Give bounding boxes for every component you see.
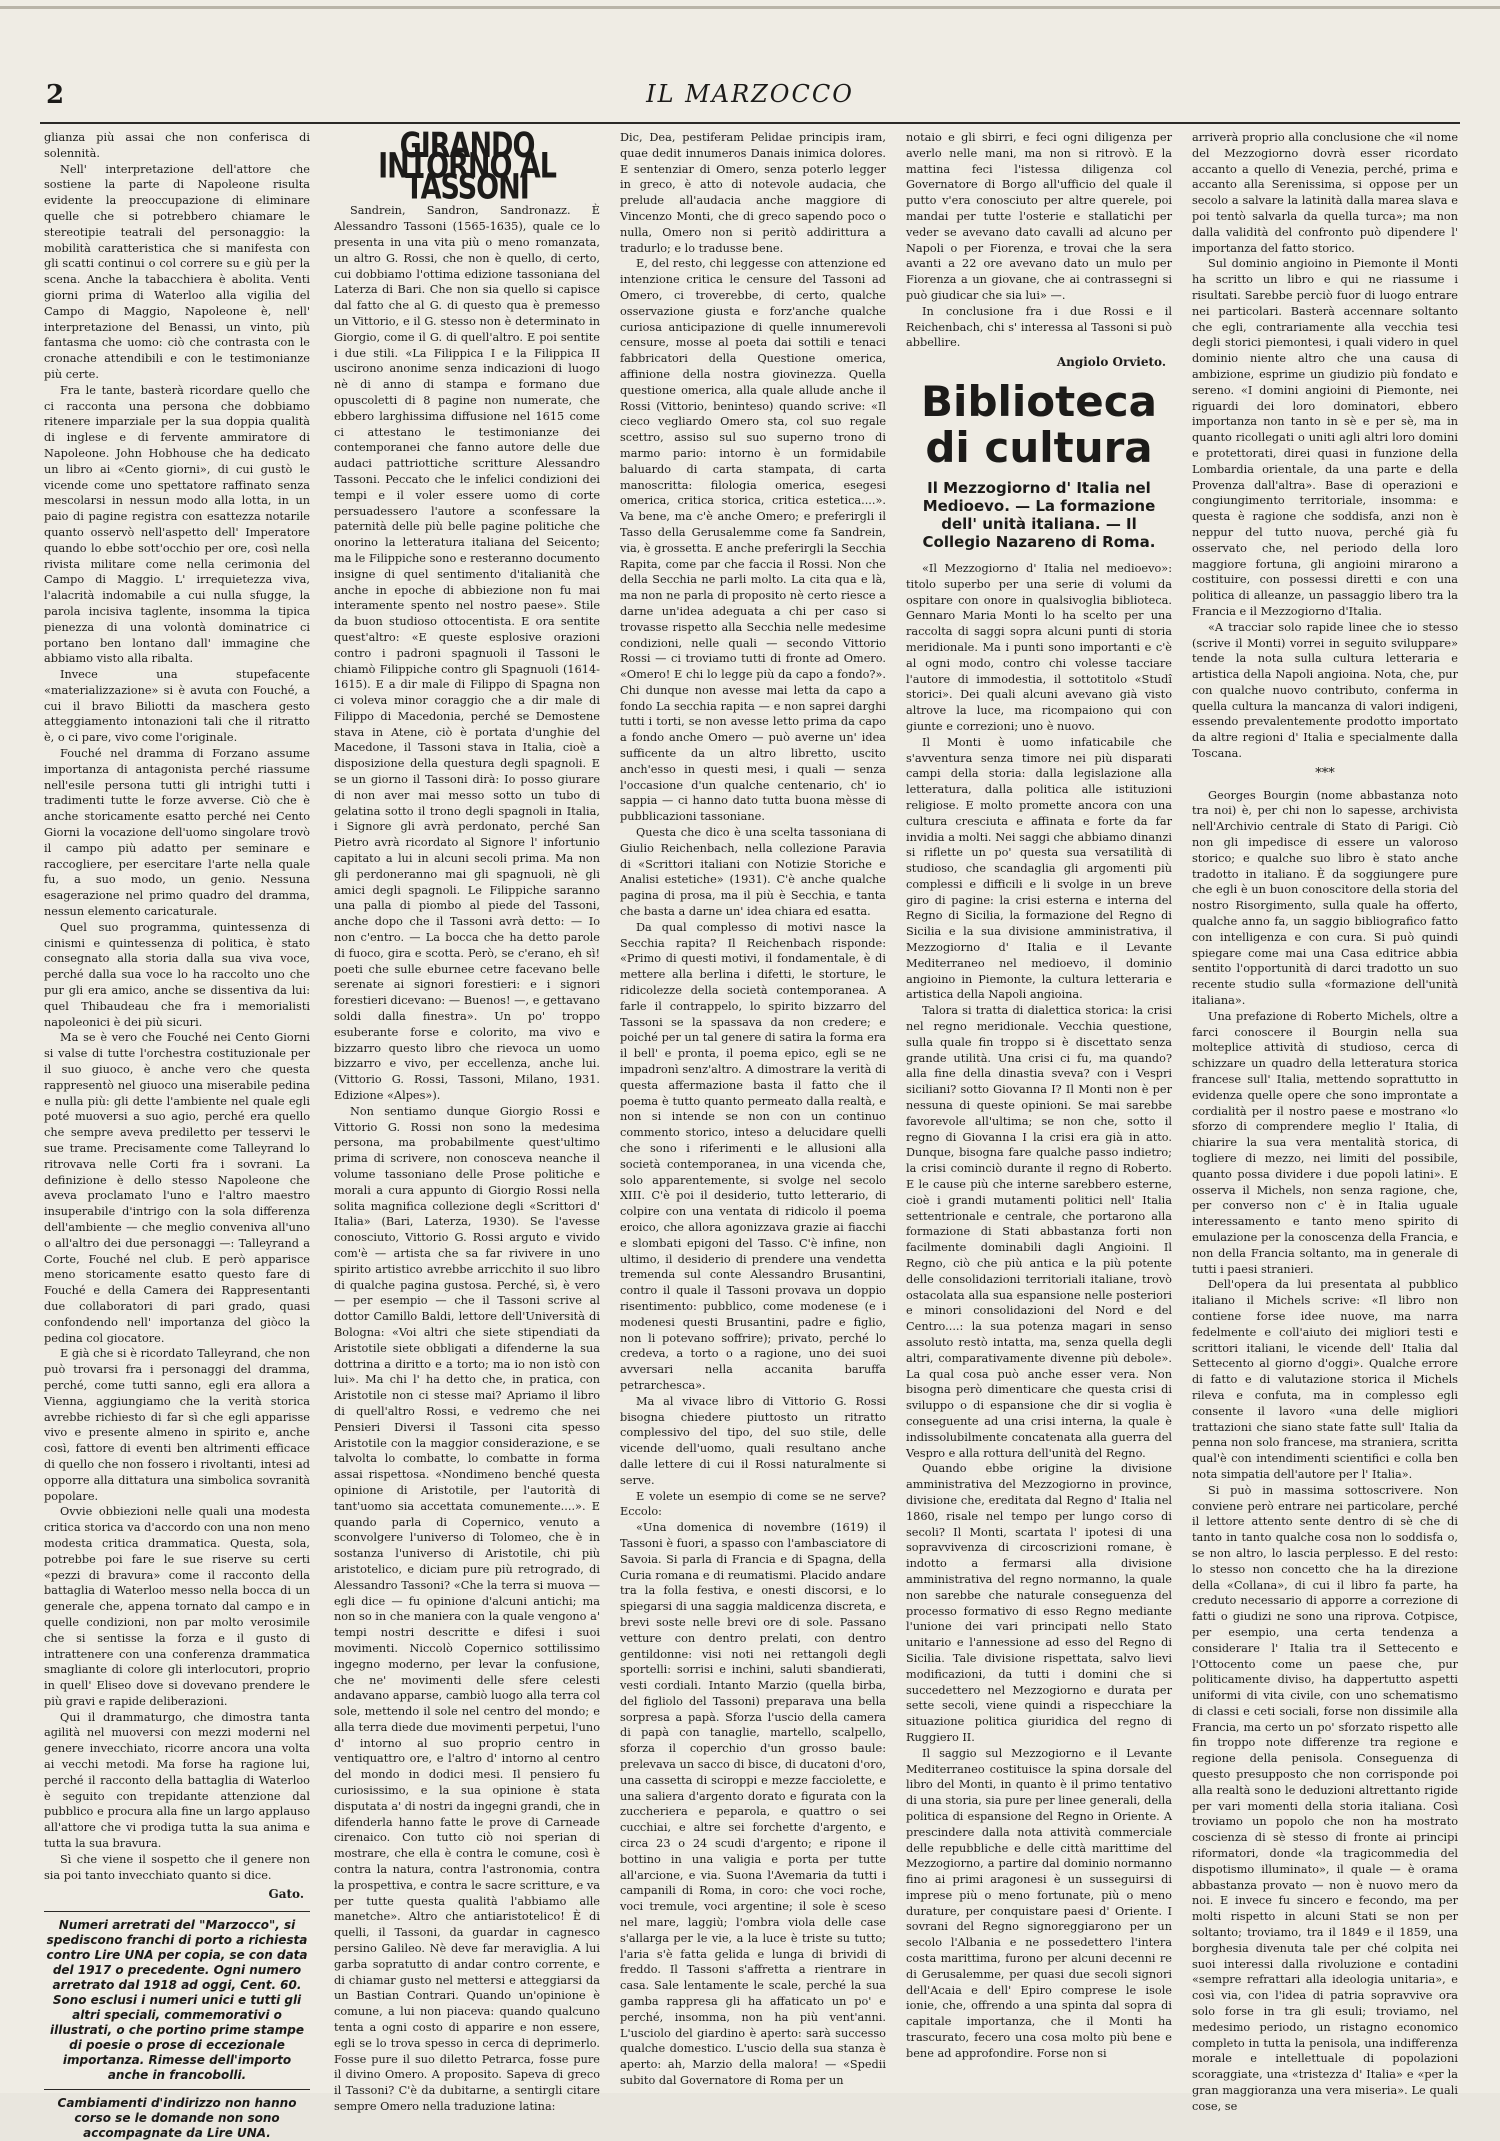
column-2 (334, 125, 600, 2114)
article-paragraph: Sandrein, Sandron, Sandronazz. È Alessandro Tassoni (1565-1635), quale ce lo presenta in una vita più o meno romanzata, un altro G. Rossi, che non è quello, di certo, cui dobbiamo l'ottima edizione tassoniana del Laterza di Bari. Che non sia quello si capisce dal fatto che al G. di questo qua è premesso un Vittorio, e il G. stesso non è determinato in Giorgio, come il G. di quell'altro. E poi sentite i due stili. «La Filippica I e la Filippica II uscirono anonime senza indicazioni di luogo nè di anno di stampa e formano due opuscoletti di 8 pagine non numerate, che ebbero larghissima diffusione nel 1615 come ci attestano le testimonianze dei contemporanei che fanno autore delle due audaci pattriottiche scritture Alessandro Tassoni. Peccato che le infelici condizioni dei tempi e il voler essere uomo di corte persuadessero l'autore a sconfessare la paternità delle più belle pagine politiche che onorino la letteratura italiana del Seicento; ma le Filippiche sono e resteranno documento insigne di quel sentimento d'italianità che anche in epoche di abbiezione non fu mai interamente spento nel nostro paese». Stile da buon studioso ottocentista. E ora sentite quest'altro: «E queste esplosive orazioni contro i padroni spagnuoli il Tassoni le chiamò Filippiche contro gli Spagnuoli (1614-1615). E a dir male di Filippo di Spagna non ci voleva minor coraggio che a dir male di Filippo di Macedonia, perché se Demostene stava in Atene, ciò è portata d'unghie del Macedone, il Tassoni stava in Italia, cioè a disposizione della questura degli spagnoli. E se un giorno il Tassoni dirà: Io posso giurare di non aver mai messo sotto un tubo di gelatina sotto il trono degli spagnoli in Italia, i Signore gli avrà perdonato, perché San Pietro avrà ricordato al Signore l' infortunio capitato a lui in alcuni secoli prima. Ma non gli perdoneranno mai gli spagnuoli, nè gli amici degli spagnoli. Le Filippiche saranno una palla di piombo al piede del Tassoni, anche dopo che il Tassoni avrà detto: — Io non c'entro. — La bocca che ha detto parole di fuoco, gira e scotta. Però, se c'erano, eh sì! poeti che sulle eburnee cetre facevano belle serenate ai signori forestieri: e i signori forestieri dicevano: — Buenos! —, e gettavano soldi dalla finestra». Un po' troppo esuberante forse e colorito, ma vivo e bizzarro questo libro che rievoca un uomo bizzarro e vivo, per eccellenza, anche lui. (Vittorio G. Rossi, Tassoni, Milano, 1931. Edizione «Alpes»). (334, 204, 600, 1103)
article-paragraph: Il Monti è uomo infaticabile che s'avventura senza timore nei più disparati campi della storia: dalla legislazione alla letteratura, dalla politica alle istituzioni religiose. E molto promette ancora con una cultura cresciuta e affinata e forte da far invidia a molti. Nei saggi che abbiamo dinanzi si riflette un po' questa sua versatilità di studioso, che scandaglia gli argomenti più complessi e difficili e li svolge in un breve giro di pagine: la crisi esterna e interna del Regno di Sicilia, la formazione del Regno di Sicilia e la sua divisione amministrativa, il Mezzogiorno d' Italia e il Levante Mediterraneo nel medioevo, il dominio angioino in Piemonte, la cultura letteraria e artistica della Napoli angioina. (906, 735, 1172, 1002)
section-ornament: *** (1315, 765, 1335, 781)
article-paragraph: Si può in massima sottoscrivere. Non conviene però entrare nei particolare, perché il lettore attento sente dentro di sè che di tanto in tanto qualche cosa non lo soddisfa o, se non altro, lo lascia perplesso. E del resto: lo stesso non concetto che ha la direzione della «Collana», di cui il libro fa parte, ha creduto necessario di apporre a correzione di fatti o giudizi ne sono una riprova. Cotpisce, per esempio, una certa tendenza a considerare l' Italia tra il Settecento e l'Ottocento come un paese che, pur politicamente diviso, ha dappertutto aspetti uniformi di vita civile, con uno schematismo di classi e ceti sociali, forse non dissimile alla Francia, ma certo un po' sforzato rispetto alle fin troppo note differenze tra regione e regione della penisola. Conseguenza di questo presupposto che non corrisponde poi alla realtà sono le deduzioni altrettanto rigide per vari momenti della storia italiana. Così troviamo un popolo che non ha mostrato coscienza di sè stesso di fronte ai principi riformatori, donde «la tragicommedia del dispotismo illuminato», il quale — è orama abbastanza provato — non è nuovo mero da noi. E invece fu sincero e fecondo, ma per molti rispetto in alcuni Stati se non per soltanto; troviamo, tra il 1849 e il 1859, una borghesia divenuta tale per ché colpita nei suoi interessi dalla rivoluzione e contadini «sempre refrattari alla ideologia unitaria», e così via, con l'idea di patria sopravvive ora solo forse in tra gli esuli; troviamo, nel medesimo periodo, un ristagno economico completo in tutta la penisola, una indifferenza morale e intellettuale di popolazioni scoraggiate, una «tristezza d' Italia» e «per la gran maggioranza una vera miseria». Le quali cose, se (1192, 1483, 1458, 2113)
article-paragraph: Ovvie obbiezioni nelle quali una modesta critica storica va d'accordo con una non meno modesta critica drammatica. Questa, sola, potrebbe poi fare le sue riserve su certi «pezzi di bravura» come il racconto della battaglia di Waterloo messo nella bocca di un generale che, appena tornato dal campo e in quelle condizioni, non par molto verosimile che si sentisse la forza e il gusto di intrattenere con una conferenza drammatica smagliante di colore gli interlocutori, proprio in quell' Eliseo dove si dovevano prendere le più gravi e rapide deliberazioni. (44, 1505, 310, 1708)
article-paragraph: Fra le tante, basterà ricordare quello che ci racconta una persona che dobbiamo ritenere imparziale per la sua doppia qualità di inglese e di fervente ammiratore di Napoleone. John Hobhouse che ha dedicato un libro ai «Cento giorni», di cui gustò le vicende come uno spettatore raffinato senza mescolarsi in nessun modo alla lotta, in un paio di pagine registra con esattezza notarile quanto osservò nell'aspetto dell' Imperatore quando lo ebbe sott'occhio per ore, così nella rivista militare come nella cerimonia del Campo di Maggio. L' irrequietezza viva, l'alacrità indomabile a cui nulla sfugge, la parola incisiva taglente, insomma la tipica pienezza di una volontà dominatrice ci portano ben lontano dall' immagine che abbiamo visto alla ribalta. (44, 383, 310, 666)
article-paragraph: E volete un esempio di come se ne serve? Eccolo: (620, 1489, 886, 1519)
page-number: 2 (46, 80, 65, 110)
article-paragraph: Fouché nel dramma di Forzano assume importanza di antagonista perché riassume nell'esile persona tutti gli intrighi tutti i tradimenti tutte le forze avverse. Ciò che è anche storicamente esatto perché nei Cento Giorni la vocazione dell'uomo singolare trovò il campo più adatto per seminare e raccogliere, per esercitare l'arte nella quale fu, a suo modo, un genio. Nessuna esagerazione nel primo quadro del dramma, nessun elemento caricaturale. (44, 747, 310, 919)
address-change-notice: Cambiamenti d'indirizzo non hanno corso se le domande non sono accompagnate da Lire UNA. (57, 2096, 297, 2141)
article-paragraph: Da qual complesso di motivi nasce la Secchia rapita? Il Reichenbach risponde: «Primo di questi motivi, il fondamentale, è di mettere alla berlina i difetti, le storture, le ridicolezze della società contemporanea. A farle il contrappelo, lo spirito bizzarro del Tassoni se la spassava da non credere; e poiché per un tal genere di satira la forma era il bell' e pronta, il poema epico, egli se ne impadronì senz'altro. A dimostrare la verità di questa affermazione basta il fatto che il poema è tutto quanto permeato dalla realtà, e non si intende se non con un continuo commento storico, inteso a delucidare quelli che sono i riferimenti e le allusioni alla società contemporanea, in una vicenda che, solo apparentemente, si svolge nel secolo XIII. C'è poi il desiderio, tutto letterario, di colpire con una ventata di ridicolo il poema eroico, che allora agonizzava grazie ai fiacchi e slombati epigoni del Tasso. C'è infine, non ultimo, il desiderio di prendere una vendetta tremenda sul conte Alessandro Brusantini, contro il quale il Tassoni provava un doppio risentimento: pubblico, come modenese (e i modenesi questi Brusantini, padre e figlio, non li potevano soffrire); privato, perché lo credeva, a torto o a ragione, uno dei suoi avversari nella accanita baruffa petrarchesca». (620, 920, 886, 1392)
article-paragraph: glianza più assai che non conferisca di solennità. (44, 131, 310, 160)
article-paragraph: Georges Bourgin (nome abbastanza noto tra noi) è, per chi non lo sapesse, archivista nell'Archivio centrale di Stato di Parigi. Ciò non gli impedisce di essere un valoroso storico; e qualche suo libro è stato anche tradotto in italiano. È da soggiungere pure che egli è un buon conoscitore della storia del nostro Risorgimento, sulla quale ha offerto, qualche anno fa, un saggio bibliografico fatto con intelligenza e con cura. Si può quindi spiegare come mai una Casa editrice abbia sentito l'opportunità di darci tradotto un suo recente studio sulla «formazione dell'unità italiana». (1192, 788, 1458, 1008)
divider (44, 1911, 310, 1912)
article-paragraph: Nell' interpretazione dell'attore che sostiene la parte di Napoleone risulta evidente la preoccupazione di eliminare quelle che si potrebbero chiamare le stereotipie teatrali del personaggio: la mobilità caratteristica che si manifesta con gli scatti continui o col correre su e giù per la scena. Anche la tabacchiera è abolita. Venti giorni prima di Waterloo alla vigilia del Campo di Maggio, Napoleone è, nell' interpretazione del Benassi, un vinto, più fantasma che uomo: ciò che contrasta con le cronache attendibili e con le testimonianze più certe. (44, 162, 310, 381)
article-paragraph: Non sentiamo dunque Giorgio Rossi e Vittorio G. Rossi non sono la medesima persona, ma probabilmente quest'ultimo prima di scrivere, non conosceva neanche il volume tassoniano delle Prose politiche e morali a cura appunto di Giorgio Rossi nella solita magnifica collezione degli «Scrittori d' Italia» (Bari, Laterza, 1930). Se l'avesse conosciuto, Vittorio G. Rossi arguto e vivido com'è — artista che sa far rivivere in uno spirito artistico avrebbe arricchito il suo libro di qualche pagina gustosa. Perché, sì, è vero — per esempio — che il Tassoni scrive al dottor Camillo Baldi, lettore dell'Università di Bologna: «Voi altri che siete stipendiati da Aristotile siete obbligati a difenderne la sua dottrina a diritto e a torto; ma io non istò con lui». Ma chi l' ha detto che, in pratica, con Aristotile non ci stesse mai? Apriamo il libro di quell'altro Rossi, e vedremo che nei Pensieri Diversi il Tassoni cita spesso Aristotile con la maggior considerazione, e se talvolta lo combatte, lo combatte in forma assai rispettosa. «Nondimeno benché questa opinione di Aristotile, per l'autorità di tant'uomo sia accettata comunemente....». E quando parla di Copernico, venuto a sconvolgere l'universo di Tolomeo, che è in sostanza l'universo di Aristotile, chi più aristotelico, e diciam pure più retrogrado, di Alessandro Tassoni? «Che la terra si muova — egli dice — fu opinione d'alcuni antichi; ma non so in che maniera con la quale vengono a' tempi nostri descritte e difesi i suoi movimenti. Niccolò Copernico sottilissimo ingegno moderno, per levar la confusione, che ne' movimenti delle sfere celesti andavano apparse, cambiò luogo alla terra col sole, mettendo il sole nel centro del mondo; e alla terra diede due movimenti perpetui, l'uno d' intorno al suo proprio centro in ventiquattro ore, e l'altro d' intorno al centro del mondo in dodici mesi. Il pensiero fu curiosissimo, e la sua opinione è stata disputata a' di nostri da ingegni grandi, che in difenderla hanno fatte le prove di Carneade cirenaico. Con tutto ciò noi sperian di mostrare, che ella è contra le comune, così è contra la natura, contra l'astronomia, contra la prospettiva, e contra le sacre scritture, e va per tutte questa qualità l'abbiamo alle manetche». Altro che antiaristotelico! È di quelli, il Tassoni, da guardar in cagnesco persino Galileo. Nè deve far meraviglia. A lui garba sopratutto di andar contro corrente, e di chiamar gusto nel mettersi e atteggiarsi da un Bastian Contrari. Quando un'opinione è comune, a lui non piaceva: quando qualcuno tenta a ogni costo di apparire e non essere, egli se lo trova spesso in cerca di deprimerlo. Fosse pure il suo diletto Petrarca, fosse pure il divino Omero. A proposito. Sapeva di greco il Tassoni? C'è da dubitarne, a sentirgli citare sempre Omero nella traduzione latina: (334, 1104, 600, 2114)
article-paragraph: Dell'opera da lui presentata al pubblico italiano il Michels scrive: «Il libro non contiene forse idee nuove, ma narra fedelmente e coll'aiuto dei migliori testi e scrittori italiani, le vicende dell' Italia dal Settecento al giorno d'oggi». Qualche errore di fatto e di valutazione storica il Michels rileva e confuta, ma in complesso egli consente il lavoro «una delle migliori trattazioni che siano state fatte sull' Italia da penna non solo francese, ma straniera, scritta qual'è con intendimenti scientifici e colla ben nota simpatia dell'autore per l' Italia». (1192, 1278, 1458, 1481)
article-paragraph: Questa che dico è una scelta tassoniana di Giulio Reichenbach, nella collezione Paravia di «Scrittori italiani con Notizie Storiche e Analisi estetiche» (1931). C'è anche qualche pagina di prosa, ma il più è Secchia, e tanta che basta a darne un' idea chiara ed esatta. (620, 826, 886, 919)
article-paragraph: arriverà proprio alla conclusione che «il nome del Mezzogiorno dovrà esser ricordato accanto a quello di Venezia, perché, prima e accanto alla Serenissima, si oppose per un secolo a salvare la latinità dalla marea slava e poi tentò salvarla da quella turca»; ma non dalla validità del confronto può dipendere l' importanza del fatto storico. (1192, 131, 1458, 255)
article-paragraph: notaio e gli sbirri, e feci ogni diligenza per averlo nelle mani, ma non si ritrovò. E la mattina feci l'istessa diligenza col Governatore di Borgo all'ufficio del quale il putto v'era conosciuto per altre querele, poi mandai per tutte l'osterie e stallatichi per veder se avevano dato cavalli ad alcuno per Napoli o per Fiorenza, e trovai che la sera avanti a 22 ore avevano dato un mulo per Fiorenza a un giovane, che ai contrassegni si può giudicar che sia lui» —. (906, 131, 1172, 302)
article-paragraph: Ma se è vero che Fouché nei Cento Giorni si valse di tutte l'orchestra costituzionale per il suo giuoco, è anche vero che questa rappresentò nel giuoco una miserabile pedina e nulla più: gli dette l'ambiente nel quale egli poté muoversi a suo agio, perché era quello che sempre aveva prediletto per tesservi le sue trame. Precisamente come Talleyrand lo ritrovava nelle Corti fra i sovrani. La definizione è dello stesso Napoleone che aveva proclamato l'uno e l'altro maestro insuperabile d'intrigo con la sola differenza dell'ambiente — che meglio conveniva all'uno o all'altro dei due personaggi —: Talleyrand a Corte, Fouché nel club. E però apparisce meno storicamente esatto questo fare di Fouché e della Camera dei Rappresentanti due collaboratori di pari grado, quasi confondendo nell' importanza del giòco la pedina col giocatore. (44, 1031, 310, 1345)
article-signature: Angiolo Orvieto. (1056, 355, 1166, 370)
article-headline: GIRANDO INTORNO AL TASSONI (378, 125, 556, 207)
article-paragraph: E già che si è ricordato Talleyrand, che non può trovarsi fra i personaggi del dramma, perché, come tutti sanno, egli era allora a Vienna, aggiungiamo che la verità storica avrebbe richiesto di far sì che egli apparisse vivo e presente almeno in spirito e, anche così, fattore di eventi ben altrimenti efficace di quello che non fossero i rivoltanti, intesi ad opporre alla dittatura una simbolica sovranità popolare. (44, 1347, 310, 1503)
article-paragraph: Dic, Dea, pestiferam Pelidae principis iram, quae dedit innumeros Danais inimica dolores. E sentenziar di Omero, senza poterlo legger in greco, è atto di notevole audacia, che prelude all'audacia anche maggiore di Vincenzo Monti, che di greco sapendo poco o nulla, Omero non si peritò addirittura a tradurlo; e lo tradusse bene. (620, 131, 886, 255)
masthead-title: IL MARZOCCO (646, 80, 854, 108)
article-paragraph: Quando ebbe origine la divisione amministrativa del Mezzogiorno in province, divisione che, ereditata dal Regno d' Italia nel 1860, risale nel tempo per lungo corso di secoli? Il Monti, scartata l' ipotesi di una sopravvivenza di circoscrizioni romane, è indotto a fermarsi alla divisione amministrativa del regno normanno, la quale non sarebbe che naturale conseguenza del processo formativo di esso Regno mediante l'unione dei vari principati nello Stato unitario e l'annessione ad esso del Regno di Sicilia. Tale divisione rispettata, salvo lievi modificazioni, da tutti i domini che si succedettero nel Mezzogiorno e durata per sette secoli, viene quindi a rispecchiare la situazione politica giuridica del regno di Ruggiero II. (906, 1462, 1172, 1744)
article-paragraph: «A tracciar solo rapide linee che io stesso (scrive il Monti) vorrei in seguito sviluppare» tende la nota sulla cultura letteraria e artistica della Napoli angioina. Nota, che, pur con qualche nuovo contributo, conferma in quella cultura la mancanza di valori indigeni, essendo prevalentemente prodotto importato da altre regioni d' Italia e specialmente dalla Toscana. (1192, 620, 1458, 761)
article-paragraph: Il saggio sul Mezzogiorno e il Levante Mediterraneo costituisce la spina dorsale del libro del Monti, in quanto è il primo tentativo di una storia, sia pure per linee generali, della politica di espansione del Regno in Oriente. A prescindere dalla nota attività commerciale delle repubbliche e delle città marittime del Mezzogiorno, a partire dal dominio normanno fino ai primi aragonesi è un susseguirsi di imprese più o meno fortunate, più o meno durature, per conquistare paesi d' Oriente. I sovrani del Regno signoreggiarono per un secolo l'Albania e ne possedettero l'intera costa marittima, furono per alcuni decenni re di Gerusalemme, per quasi due secoli signori dell'Acaia e dell' Epiro comprese le isole ionie, che, offrendo a una spinta dal sopra di capitale importanza, che il Monti ha trascurato, fecero una cosa molto più bene e bene ad approfondire. Forse non si (906, 1746, 1172, 2060)
column-5 (1192, 130, 1458, 2113)
page-header (40, 78, 1460, 124)
article-paragraph: Talora si tratta di dialettica storica: la crisi nel regno meridionale. Vecchia questione, sulla quale fin troppo si è discettato senza grande utilità. Una crisi ci fu, ma quando? alla fine della dinastia sveva? con i Vespri siciliani? sotto Giovanna I? Il Monti non è per nessuna di queste opinioni. Se mai sarebbe favorevole all'ultima; se non che, sotto il regno di Giovanna I la crisi era già in atto. Dunque, bisogna fare qualche passo indietro; la crisi cominciò durante il regno di Roberto. E le cause più che interne sarebbero esterne, cioè i grandi mutamenti politici nell' Italia settentrionale e centrale, che portarono alla formazione di Stati abbastanza forti non facilmente dominabili dagli Angioini. Il Regno, ciò che più antica e la più potente delle consolidazioni territoriali italiane, trovò ostacolata alla sua espansione nelle posteriori e minori consolidazioni del Nord e del Centro....: la sua potenza magari in senso assoluto restò intatta, ma, senza quella degli altri, comparativamente divenne più debole». La qual cosa può anche esser vera. Non bisogna però dimenticare che questa crisi di sviluppo o di espansione che dir si voglia è conseguente ad una crisi interna, la quale è indissolubilmente concatenata alla guerra del Vespro e alla rottura dell'unità del Regno. (906, 1004, 1172, 1460)
article-signature: Gato. (268, 1887, 304, 1902)
article-paragraph: Sì che viene il sospetto che il genere non sia poi tanto invecchiato quanto si dice. (44, 1852, 310, 1882)
article-paragraph: E, del resto, chi leggesse con attenzione ed intenzione critica le censure del Tassoni ad Omero, ci troverebbe, di certo, qualche osservazione giusta e forz'anche qualche curiosa anticipazione di quelle innumerevoli censure, mosse al poeta dai sottili e tenaci fabbricatori della Questione omerica, affinione della nostra giovinezza. Quella questione omerica, alla quale allude anche il Rossi (Vittorio, beninteso) quando scrive: «Il cieco vegliardo Omero sta, col suo regale scettro, assiso sul suo superno trono di marmo pario: intorno è un formidabile baluardo di carta stampata, di carta manoscritta: filologia omerica, esegesi omerica, critica storica, critica estetica....». Va bene, ma c'è anche Omero; e preferirgli il Tasso della Gerusalemme come fa Sandrein, via, è grossetta. E anche preferirgli la Secchia Rapita, come par che faccia il Rossi. Non che della Secchia ne parli molto. La cita qua e là, ma non ne parla di proposito nè certo riesce a darne un'idea adeguata a chi per caso si trovasse rispetto alla Secchia nelle medesime condizioni, nelle quali — secondo Vittorio Rossi — ci troviamo tutti di fronte ad Omero. «Omero! E chi lo legge più da capo a fondo?». Chi dunque non avesse mai letta da capo a fondo La secchia rapita — e non saprei darghi tutti i torti, se non avesse letto prima da capo a fondo anche Omero — può averne un' idea sufficente da un altro libretto, uscito anch'esso in questi mesi, i quali — senza l'occasione d'un qualche centenario, ch' io sappia — ci hanno dato tutta buona mèsse di pubblicazioni tassoniane. (620, 257, 886, 824)
column-3 (620, 130, 886, 2088)
article-paragraph: In conclusione fra i due Rossi e il Reichenbach, chi s' interessa al Tassoni si può abbellire. (906, 304, 1172, 350)
back-issues-notice: Numeri arretrati del "Marzocco", si spediscono franchi di porto a richiesta contro Lire UNA per copia, se con data del 1917 o precedente. Ogni numero arretrato dal 1918 ad oggi, Cent. 60. Sono esclusi i numeri unici e tutti gli altri speciali, commemorativi o illustrati, o che portino prime stampe di poesie o prose di eccezionale importanza. Rimesse dell'importo anche in francobolli. (46, 1918, 308, 2083)
column-1 (44, 130, 310, 2141)
top-edge-line (0, 6, 1500, 9)
article-paragraph: «Il Mezzogiorno d' Italia nel medioevo»: titolo superbo per una serie di volumi da ospitare con onore in qualsivoglia biblioteca. Gennaro Maria Monti lo ha scelto per una raccolta di saggi sopra alcuni punti di storia meridionale. Ma i punti sono importanti e c'è al ogni modo, contro chi volesse tacciare l'autore di immodestia, il sottotitolo «Studî storici». Dei quali alcuni avevano già visto altrove la luce, ma ricompaiono qui con giunte e correzioni; uno è nuovo. (906, 561, 1172, 733)
article-paragraph: Qui il drammaturgo, che dimostra tanta agilità nel muoversi con mezzi moderni nel genere invecchiato, ricorre ancora una volta ai vecchi metodi. Ma forse ha ragione lui, perché il racconto della battaglia di Waterloo è seguito con trepidante attenzione dal pubblico e procura alla fine un largo applauso all'attore che vi prodiga tutta la sua anima e tutta la sua bravura. (44, 1710, 310, 1851)
section-subtitle: Il Mezzogiorno d' Italia nel Medioevo. — La formazione dell' unità italiana. — Il Collegio Nazareno di Roma. (922, 478, 1156, 551)
article-paragraph: Quel suo programma, quintessenza di cinismi e quintessenza di politica, è stato consegnato alla storia dalla sua viva voce, perché dalla sua voce lo ha raccolto uno che pur gli era amico, anche se dissentiva da lui: quel Thibaudeau che fra i memorialisti napoleonici è dei più sicuri. (44, 920, 310, 1029)
section-title: Biblioteca di cultura (921, 376, 1157, 472)
column-4 (906, 130, 1172, 2075)
article-paragraph: Invece una stupefacente «materializzazione» si è avuta con Fouché, a cui il bravo Biliotti da maschera gesto atteggiamento intonazioni tali che il ritratto è, o ci pare, vivo come l'originale. (44, 668, 310, 745)
article-paragraph: Sul dominio angioino in Piemonte il Monti ha scritto un libro e qui ne riassume i risultati. Sarebbe perciò fuor di luogo entrare nei particolari. Basterà accennare soltanto che egli, contrariamente alla vecchia tesi degli storici piemontesi, i quali videro in quel dominio niente altro che una causa di ambizione, esprime un giudizio più fondato e sereno. «I domini angioini di Piemonte, nei riguardi dei loro dominatori, ebbero importanza non tanto in sè e per sè, ma in quanto ricollegati o uniti agli altri loro domini e protettorati, direi quasi in funzione della Lombardia orientale, da una parte e della Provenza dall'altra». Base di operazioni e congiungimento territoriale, insomma: e questa è ragione che soddisfa, anzi non è neppur del tutto nuova, perché già fu osservato che, nel periodo della loro maggiore fortuna, gli angioini mirarono a costituire, con possessi diretti e con una politica di alleanze, un passaggio libero tra la Francia e il Mezzogiorno d'Italia. (1192, 257, 1458, 618)
article-paragraph: Una prefazione di Roberto Michels, oltre a farci conoscere il Bourgin nella sua molteplice attività di studioso, cerca di schizzare un quadro della letteratura storica francese sull' Italia, mettendo soprattutto in evidenza quelle opere che sono improntate a cordialità per il nostro paese e mostrano «lo sforzo di comprendere meglio l' Italia, di chiarire la sua vera mentalità storica, di togliere di mezzo, nei limiti del possibile, quanto possa dividere i due popoli latini». E osserva il Michels, non senza ragione, che, per converso non c' è in Italia uguale interessamento e tanto meno spirito di emulazione per la conoscenza della Francia, e non della Francia soltanto, ma in generale di tutti i paesi stranieri. (1192, 1009, 1458, 1276)
article-paragraph: Ma al vivace libro di Vittorio G. Rossi bisogna chiedere piuttosto un ritratto complessivo del tipo, del suo stile, delle vicende dell'uomo, quali resultano anche dalle lettere di cui il Rossi naturalmente si serve. (620, 1394, 886, 1487)
article-paragraph: «Una domenica di novembre (1619) il Tassoni è fuori, a spasso con l'ambasciatore di Savoia. Si parla di Francia e di Spagna, della Curia romana e di reumatismi. Placido andare tra la folla festiva, e onesti discorsi, e lo spiegarsi di una saggia maldicenza discreta, e brevi soste nelle brevi ore di sole. Passano vetture con dentro prelati, con dentro gentildonne: visi noti nei rettangoli degli sportelli: sorrisi e inchini, saluti sbandierati, vesti cordiali. Intanto Marzio (quella birba, del figliolo del Tassoni) preparava una bella sorpresa a papà. Sforza l'uscio della camera di papà con tanaglie, martello, scalpello, sforza il coperchio d'un grosso baule: prelevava un sacco di bisce, di ducatoni d'oro, una cassetta di sciroppi e mezze facciolette, e una saliera d'argento dorato e figurata con la zuccheriera e peparola, e quattro o sei cucchiai, e altre sei forchette d'argento, e circa 23 o 24 scudi d'argento; e ripone il bottino in una valigia e porta per tutte all'arcione, e via. Suona l'Avemaria da tutti i campanili di Roma, in coro: che voci roche, voci tremule, voci argentine; il sole è sceso nel mare, laggiù; l'ombra viola delle case s'allarga per le vie, a la luce è triste su tutto; l'aria s'è fatta gelida e lunga di brividi di freddo. Il Tassoni s'affretta a rientrare in casa. Sale lentamente le scale, perché la sua gamba rappresa gli ha affaticato un po' e perché, insomma, non ha più vent'anni. L'usciolo del giardino è aperto: sarà successo qualche domestico. L'uscio della sua stanza è aperto: ah, Marzio della malora! — «Spedii subito dal Governatore di Roma per un (620, 1521, 886, 2088)
divider (44, 2089, 310, 2090)
